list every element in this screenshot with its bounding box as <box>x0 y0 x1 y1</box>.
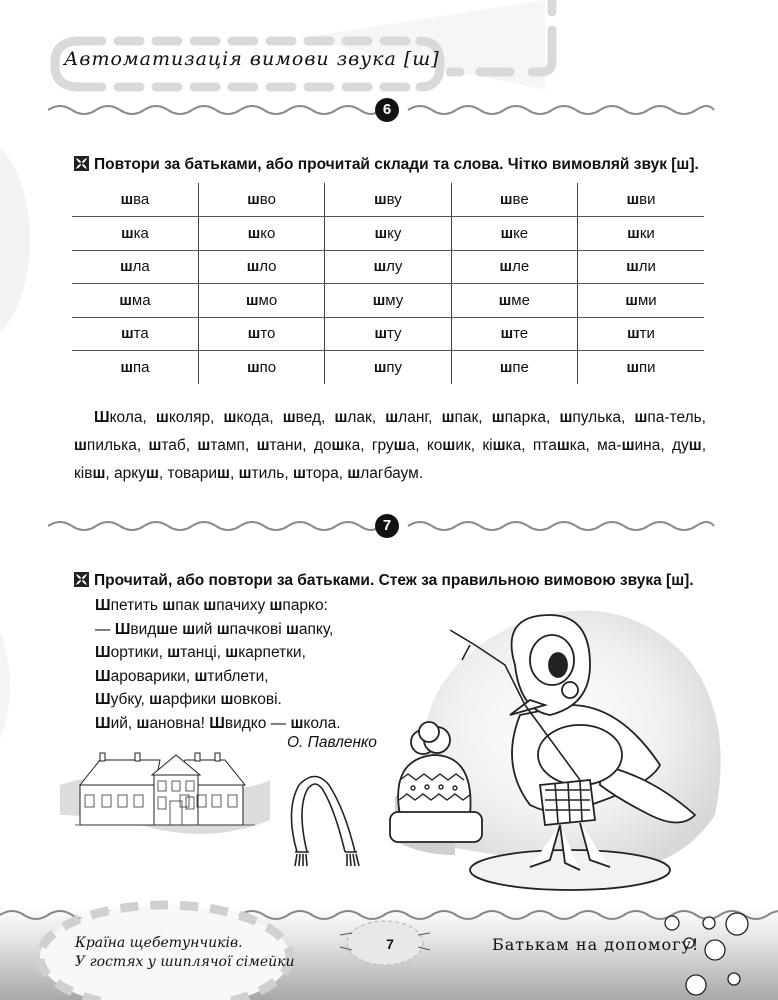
exercise-number-badge: 6 <box>375 98 399 122</box>
syllable-row <box>72 217 704 251</box>
syllable-cell: шва <box>72 183 198 217</box>
poem-line: Шортики, штанці, шкарпетки, <box>95 644 306 661</box>
book-subtitle-line: У гостях у шиплячої сімейки <box>75 954 295 970</box>
syllable-cell: шко <box>198 217 324 251</box>
scarf-illustration <box>285 770 365 870</box>
syllable-row <box>72 284 704 318</box>
syllable-table <box>72 183 704 384</box>
syllable-cell: шву <box>325 183 451 217</box>
syllable-row <box>72 317 704 351</box>
poem <box>95 594 341 735</box>
syllable-cell: шму <box>325 284 451 318</box>
starling-bird-illustration <box>450 605 710 895</box>
series-title: Батькам на допомогу! <box>492 935 700 954</box>
poem-line: Шароварики, штиблети, <box>95 667 269 685</box>
instruction-text: Повтори за батьками, або прочитай склади та слова. Чітко вимовляй звук [ш]. <box>94 156 699 173</box>
syllable-cell: шпа <box>72 351 198 385</box>
syllable-cell: шпи <box>626 359 656 376</box>
syllable-cell: ште <box>451 317 577 351</box>
syllable-cell: шла <box>72 250 198 284</box>
syllable-cell: шми <box>578 284 704 318</box>
poem-line: Шпетить шпак шпачиху шпарко: <box>95 597 328 614</box>
syllable-cell: шво <box>198 183 324 217</box>
page-heading: Автоматизація вимови звука [ш] <box>64 48 440 70</box>
syllable-cell: шви <box>578 183 704 217</box>
syllable-cell: шку <box>325 217 451 251</box>
syllable-cell: шма <box>72 284 198 318</box>
syllable-cell: шке <box>451 217 577 251</box>
ornament-icon <box>74 156 89 171</box>
syllable-cell: шка <box>72 217 198 251</box>
exercise-number-badge: 7 <box>375 514 399 538</box>
bubbles <box>665 913 748 995</box>
syllable-cell: шмо <box>198 284 324 318</box>
syllable-cell: шки <box>578 217 704 251</box>
syllable-row <box>72 250 704 284</box>
instruction-text: Прочитай, або повтори за батьками. Стеж за правильною вимовою звука [ш]. <box>94 572 694 589</box>
syllable-cell: шпо <box>198 351 324 385</box>
book-title <box>75 934 295 972</box>
poem-line: Шубку, шарфики шовкові. <box>95 691 282 708</box>
syllable-row <box>72 351 704 385</box>
background-circle <box>0 140 30 340</box>
syllable-cell: шме <box>451 284 577 318</box>
poem-line: Ший, шановна! Швидко — школа. <box>95 714 341 732</box>
school-building-illustration <box>60 745 270 835</box>
syllable-cell: шпу <box>325 351 451 385</box>
syllable-cell: шло <box>198 250 324 284</box>
book-title-line: Країна щебетунчиків. <box>75 935 243 951</box>
syllable-cell: шти <box>578 317 704 351</box>
word-list-paragraph: Школа, школяр, шкода, швед, шлак, шланг, шпак, шпарка, шпулька, шпа-тель, шпилька, штаб, штамп, штани, дошка, груша, кошик, кішка, пташка, ма-шина, душ, ківш, аркуш, товариш, штиль, штора, шлагбаум. <box>74 409 706 482</box>
syllable-cell: шли <box>578 250 704 284</box>
syllable-cell: што <box>198 317 324 351</box>
syllable-row <box>72 183 704 217</box>
syllable-cell: шта <box>72 317 198 351</box>
syllable-cell: шпе <box>451 351 577 385</box>
ornament-icon <box>74 572 89 587</box>
exercise-instruction <box>74 156 699 174</box>
background-circle <box>0 600 10 770</box>
page-number: 7 <box>386 936 394 952</box>
poem-line: — Швидше ший шпачкові шапку, <box>95 620 334 638</box>
syllable-cell: шве <box>451 183 577 217</box>
exercise-instruction <box>74 572 694 590</box>
syllable-cell: шле <box>451 250 577 284</box>
poem-author: О. Павленко <box>287 734 377 751</box>
syllable-cell: шлу <box>325 250 451 284</box>
syllable-cell: шту <box>325 317 451 351</box>
